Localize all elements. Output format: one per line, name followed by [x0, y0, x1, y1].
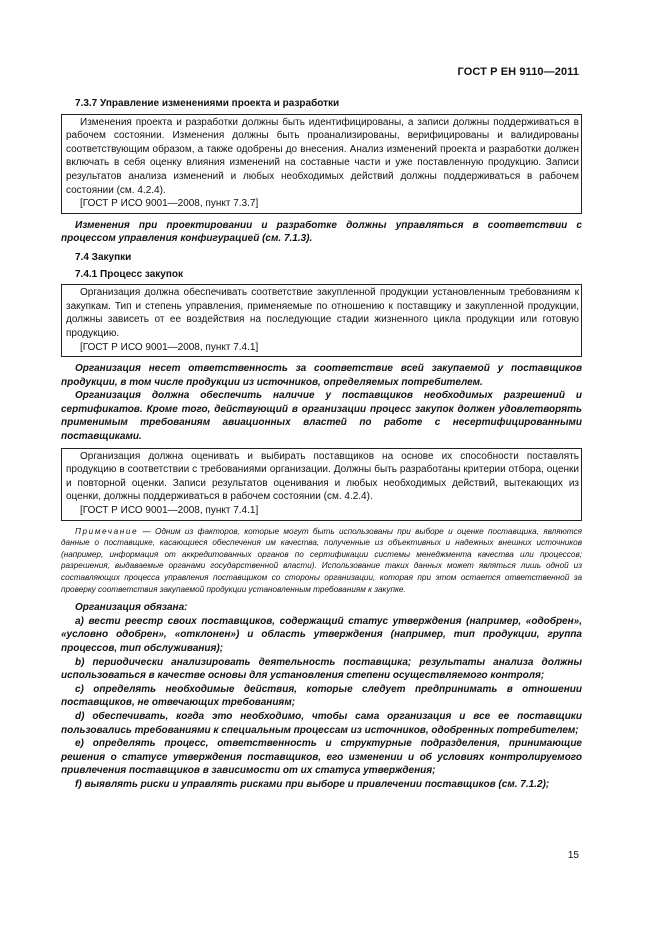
- quote-reference: [ГОСТ Р ИСО 9001—2008, пункт 7.4.1]: [80, 341, 259, 353]
- quoted-requirement-box: [61, 448, 582, 521]
- quoted-text: Организация должна оценивать и выбирать поставщиков на основе их способности поставлять продукцию в соответствии с требованиями организации. Должны быть разработаны критерии отбора, оценки и повторной оценки. Записи результатов оценивания и любых необходимых действий, вытекающих из оценки, должны поддерживаться в рабочем состоянии (см. 4.2.4).: [66, 450, 579, 503]
- aerospace-addition: Изменения при проектировании и разработке должны управляться в соответствии с процессом управления конфигурацией (см. 7.1.3).: [61, 219, 582, 245]
- note-text: — Одним из факторов, которые могут быть использованы при выборе и оценке поставщика, являются данные о поставщике, касающиеся обеспечения им качества, полученные из объективных и надежных внешних источников (например, информация от аккредитованных органов по сертификации системы менеджмента качества или процессов; разрешения, выдаваемые органами государственной власти). Использование таких данных может являться лишь одной из составляющих процесса управления поставщиком со стороны организации, которая при этом остается ответственной за проверку соответствия закупаемой продукции установленным требованиям к закупке.: [61, 526, 582, 594]
- list-item: c) определять необходимые действия, которые следует предпринимать в отношении поставщиков, не отвечающих требованиям;: [61, 683, 582, 709]
- note: [61, 526, 582, 596]
- list-item: b) периодически анализировать деятельность поставщика; результаты анализа должны использоваться в качестве основы для установления степени осуществляемого контроля;: [61, 656, 582, 682]
- list-item: е) определять процесс, ответственность и структурные подразделения, принимающие решения о статусе утверждения поставщиков, его изменении и об условиях контролируемого привлечения поставщиков в зависимости от их статуса утверждения;: [61, 738, 582, 777]
- page-content: [61, 96, 582, 792]
- document-id: ГОСТ Р ЕН 9110—2011: [457, 66, 579, 78]
- section-heading-7-3-7: 7.3.7 Управление изменениями проекта и разработки: [75, 98, 340, 109]
- list-item: f) выявлять риски и управлять рисками при выборе и привлечении поставщиков (см. 7.1.2);: [75, 778, 550, 790]
- note-label: Примечание: [75, 526, 139, 536]
- quoted-text: Изменения проекта и разработки должны быть идентифицированы, а записи должны поддерживаться в рабочем состоянии. Изменения должны быть проанализированы, верифицированы и валидированы соответствующим образом, а также одобрены до внесения. Анализ изменений проекта и разработки должен включать в себя оценку влияния изменений на составные части и уже поставленную продукцию. Записи результатов анализа изменений и любых необходимых действий должны поддерживаться в рабочем состоянии (см. 4.2.4).: [66, 116, 579, 196]
- section-heading-7-4-1: 7.4.1 Процесс закупок: [75, 268, 184, 280]
- quote-reference: [ГОСТ Р ИСО 9001—2008, пункт 7.4.1]: [80, 505, 259, 517]
- page-number: 15: [567, 850, 579, 861]
- quoted-text: Организация должна обеспечивать соответствие закупленной продукции установленным требованиям к закупкам. Тип и степень управления, применяемые по отношению к поставщику и закупленной продукции, должны зависеть от ее воздействия на последующие стадии жизненного цикла продукции или готовую продукцию.: [66, 287, 579, 339]
- aerospace-addition: Организация несет ответственность за соответствие всей закупаемой у поставщиков продукции, в том числе продукции из источников, определяемых потребителем.: [61, 363, 582, 388]
- obligations-intro: Организация обязана:: [75, 602, 188, 614]
- section-heading-7-4: 7.4 Закупки: [75, 251, 132, 263]
- quoted-requirement-box: [61, 114, 582, 214]
- list-item: а) вести реестр своих поставщиков, содержащий статус утверждения (например, «одобрен», «условно одобрен», «отклонен») и область утверждения (например, тип продукции, группа процессов, тип обслуживания);: [61, 615, 582, 654]
- quote-reference: [ГОСТ Р ИСО 9001—2008, пункт 7.3.7]: [80, 198, 259, 210]
- quoted-requirement-box: [61, 284, 582, 357]
- aerospace-addition: Организация должна обеспечить наличие у поставщиков необходимых разрешений и сертификатов. Кроме того, действующий в организации процесс закупок должен удовлетворять применимым требованиям авиационных властей по работе с несертифицированными поставщиками.: [61, 390, 582, 443]
- list-item: d) обеспечивать, когда это необходимо, чтобы сама организация и все ее поставщики пользовались требованиями к специальным процессам из источников, одобренных потребителем;: [61, 710, 582, 736]
